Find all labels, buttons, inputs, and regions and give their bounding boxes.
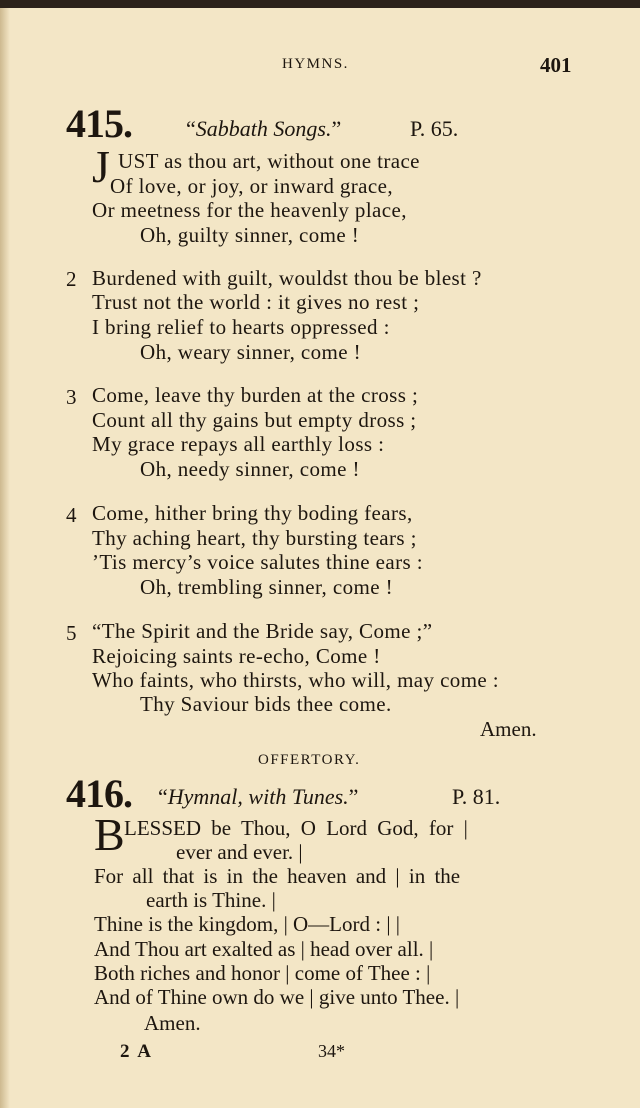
drop-capital: J <box>92 141 110 192</box>
source-title: Hymnal, with Tunes. <box>167 784 349 809</box>
binding-gutter <box>0 8 10 1108</box>
chant-line: LESSED be Thou, O Lord God, for | <box>124 816 468 840</box>
verse-line: Thy Saviour bids thee come. <box>140 692 392 716</box>
verse-number: 3 <box>66 385 77 409</box>
verse-line: Rejoicing saints re-echo, Come ! <box>92 644 381 668</box>
verse-line: Come, hither bring thy boding fears, <box>92 501 413 525</box>
chant-line: And of Thine own do we | give unto Thee. | <box>94 985 460 1009</box>
verse-line: Or meetness for the heavenly place, <box>92 198 407 222</box>
verse-line: Trust not the world : it gives no rest ; <box>92 290 420 314</box>
verse-line: Thy aching heart, thy bursting tears ; <box>92 526 417 550</box>
footer-mark: 34* <box>318 1041 345 1061</box>
running-title: HYMNS. <box>282 56 349 72</box>
chant-line: For all that is in the heaven and | in the <box>94 864 461 888</box>
verse-line: UST as thou art, without one trace <box>118 149 420 173</box>
page-number: 401 <box>540 53 572 77</box>
verse-number: 5 <box>66 621 77 645</box>
quote-open: “ <box>158 784 168 809</box>
chant-line: Thine is the kingdom, | O—Lord : | | <box>94 912 400 936</box>
hymn-number: 416. <box>66 771 132 816</box>
verse-line: “The Spirit and the Bride say, Come ;” <box>92 619 433 643</box>
quote-open: “ <box>186 116 196 141</box>
verse-line: Come, leave thy burden at the cross ; <box>92 383 419 407</box>
hymn-415-amen: Amen. <box>480 717 537 741</box>
verse-line: Burdened with guilt, wouldst thou be blest ? <box>92 266 482 290</box>
hymn-number: 415. <box>66 101 132 146</box>
source-page: P. 65. <box>410 116 459 141</box>
verse-line: Oh, needy sinner, come ! <box>140 457 360 481</box>
chant-line: And Thou art exalted as | head over all. | <box>94 937 434 961</box>
verse-line: My grace repays all earthly loss : <box>92 432 385 456</box>
hymn-source <box>158 784 358 810</box>
hymn-source <box>186 116 341 142</box>
offertory-heading: OFFERTORY. <box>258 752 361 768</box>
running-head <box>0 53 640 80</box>
verse-number: 4 <box>66 503 77 527</box>
hymn-416-amen: Amen. <box>144 1011 201 1035</box>
chant-line: earth is Thine. | <box>146 888 276 912</box>
quote-close: ” <box>348 784 359 809</box>
verse-line: Oh, guilty sinner, come ! <box>140 223 360 247</box>
source-page: P. 81. <box>452 784 501 809</box>
chant-line: Both riches and honor | come of Thee : | <box>94 961 431 985</box>
verse-line: Count all thy gains but empty dross ; <box>92 408 417 432</box>
chant-line: ever and ever. | <box>176 840 303 864</box>
quote-close: ” <box>331 116 342 141</box>
verse-line: Who faints, who thirsts, who will, may come : <box>92 668 500 692</box>
source-title: Sabbath Songs. <box>195 116 332 141</box>
page-top-edge <box>0 0 640 8</box>
verse-line: Oh, weary sinner, come ! <box>140 340 362 364</box>
verse-number: 2 <box>66 267 77 291</box>
verse-line: Oh, trembling sinner, come ! <box>140 575 393 599</box>
verse-line: ’Tis mercy’s voice salutes thine ears : <box>92 550 423 574</box>
verse-line: Of love, or joy, or inward grace, <box>110 174 393 198</box>
drop-capital: B <box>94 809 125 860</box>
verse-line: I bring relief to hearts oppressed : <box>92 315 390 339</box>
signature-mark: 2 A <box>120 1041 153 1062</box>
